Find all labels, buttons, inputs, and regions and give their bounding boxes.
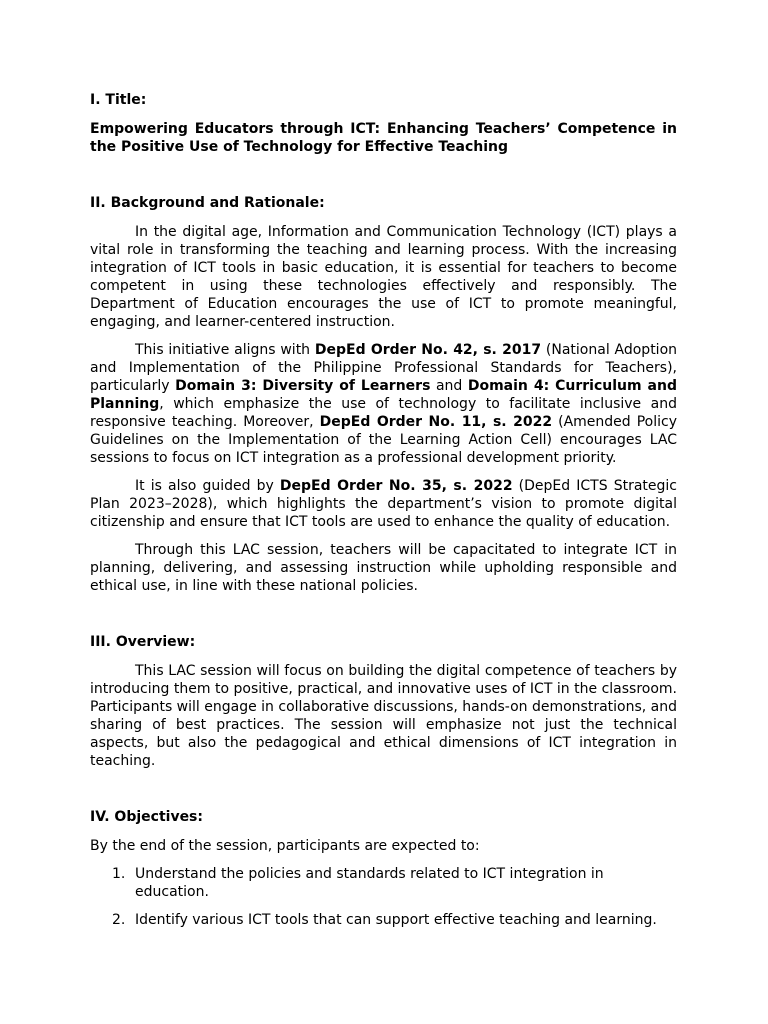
- deped-order-42-ref: DepEd Order No. 42, s. 2017: [314, 342, 542, 358]
- deped-order-35-ref: DepEd Order No. 35, s. 2022: [279, 478, 513, 494]
- overview-heading: III. Overview:: [90, 634, 196, 650]
- title-heading: I. Title:: [90, 92, 147, 108]
- background-paragraph-2: This initiative aligns with DepEd Order No. 42, s. 2017 (National Adoption and Implementation of the Philippine Professional Standards for Teachers), particularly Domain 3: Diversity of Learners and Domain 4: Curriculum and Planning, which emphasize the use of technology to facilitate inclusive and responsive teaching. Moreover, DepEd Order No. 11, s. 2022 (Amended Policy Guidelines on the Implementation of the Learning Action Cell) encourages LAC sessions to focus on ICT integration as a professional development priority.: [90, 342, 678, 466]
- list-item: [90, 865, 677, 901]
- list-item-number: 1.: [112, 866, 126, 882]
- list-item-number: 2.: [112, 912, 126, 928]
- document-title: Empowering Educators through ICT: Enhancing Teachers’ Competence in the Positive Use of Technology for Effective Teaching: [90, 121, 677, 155]
- background-paragraph-4: Through this LAC session, teachers will be capacitated to integrate ICT in planning, delivering, and assessing instruction while upholding responsible and ethical use, in line with these national policies.: [90, 542, 677, 594]
- list-item-text: Identify various ICT tools that can support effective teaching and learning.: [135, 912, 657, 928]
- domain-3-ref: Domain 3: Diversity of Learners: [175, 378, 431, 394]
- spacer: [90, 770, 677, 808]
- document-page: [90, 91, 677, 939]
- spacer: [90, 156, 677, 194]
- objectives-intro: By the end of the session, participants are expected to:: [90, 838, 480, 854]
- objectives-list: [90, 865, 677, 929]
- list-item: [90, 911, 677, 929]
- background-paragraph-1: In the digital age, Information and Communication Technology (ICT) plays a vital role in transforming the teaching and learning process. With the increasing integration of ICT tools in basic education, it is essential for teachers to become competent in using these technologies effectively and responsibly. The Department of Education encourages the use of ICT to promote meaningful, engaging, and learner-centered instruction.: [90, 224, 677, 330]
- list-item-text: Understand the policies and standards related to ICT integration in education.: [135, 866, 604, 900]
- objectives-heading: IV. Objectives:: [90, 809, 203, 825]
- background-heading: II. Background and Rationale:: [90, 195, 325, 211]
- overview-paragraph: This LAC session will focus on building the digital competence of teachers by introducing them to positive, practical, and innovative uses of ICT in the classroom. Participants will engage in collaborative discussions, hands-on demonstrations, and sharing of best practices. The session will emphasize not just the technical aspects, but also the pedagogical and ethical dimensions of ICT integration in teaching.: [90, 663, 678, 769]
- deped-order-11-ref: DepEd Order No. 11, s. 2022: [319, 414, 553, 430]
- background-paragraph-3: It is also guided by DepEd Order No. 35, s. 2022 (DepEd ICTS Strategic Plan 2023–2028), which highlights the department’s vision to promote digital citizenship and ensure that ICT tools are used to enhance the quality of education.: [90, 478, 678, 530]
- spacer: [90, 595, 677, 633]
- domain-4-ref: Domain 4: Curriculum and Planning: [90, 378, 677, 412]
